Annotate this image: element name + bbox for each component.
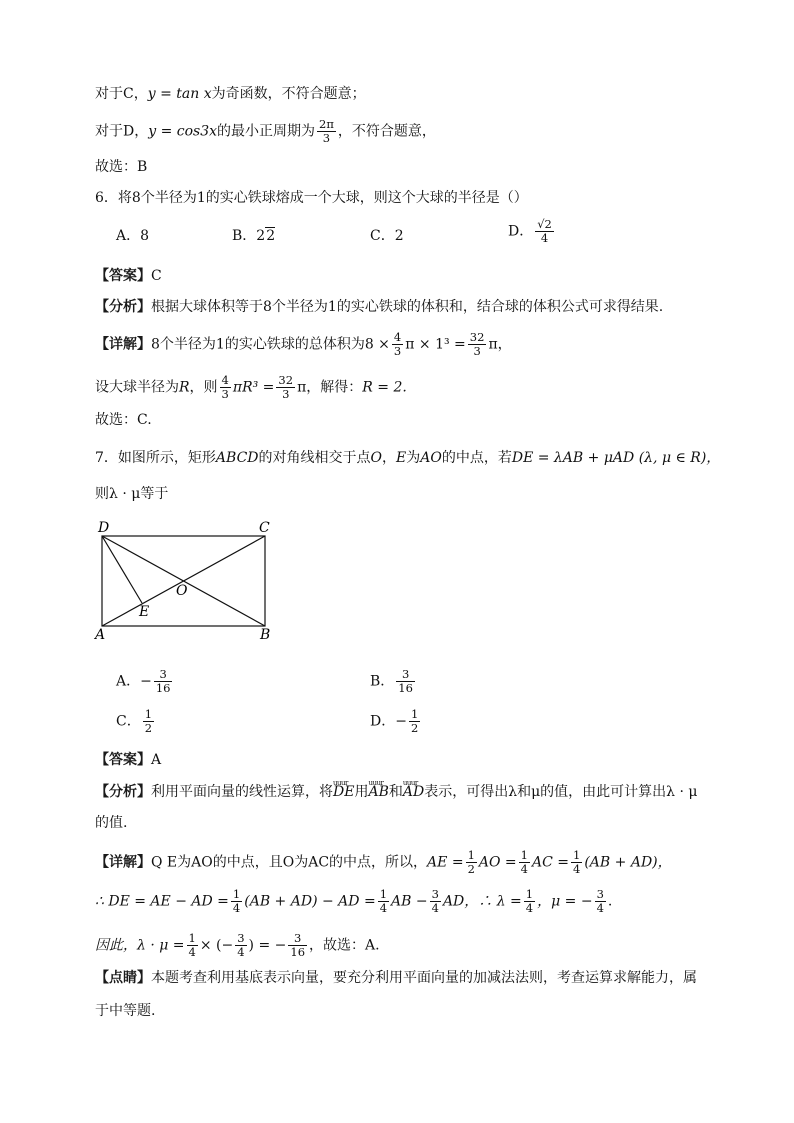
q7-option-d: D．− $\frac{1}{2}$ (370, 707, 419, 735)
label-a: A (95, 627, 106, 643)
q6-detail-2: 设大球半径为R，则 $\frac{4}{3}$ πR³ = $\frac{32}{3}$ π，解得：R = 2. (95, 373, 407, 401)
label-e: E (139, 604, 150, 620)
q7-detail: 【详解】Q E为AO的中点，且O为AC的中点，所以，AE = $\frac{1}{2}$ AO = $\frac{1}{4}$ AC = $\frac{1}{4}$ (AB + AD)， (95, 848, 672, 876)
q7-option-c: C． $\frac{1}{2}$ (116, 707, 153, 735)
line-option-c: 对于C，y = tan x为奇函数，不符合题意； (95, 86, 366, 102)
q7-detail-2: ∴ DE = AE − AD = $\frac{1}{4}$ (AB + AD) − AD = $\frac{1}{4}$ AB − $\frac{3}{4}$ AD，∴ λ = $\frac{1}{4}$ ，μ = − $\frac{3}{4}$ . (95, 887, 613, 915)
q7-comment-2: 于中等题. (95, 1003, 156, 1019)
q7-stem-2: 则λ · μ等于 (95, 486, 169, 502)
label-d: D (98, 520, 110, 536)
q6-detail: 【详解】8个半径为1的实心铁球的总体积为8 × $\frac{4}{3}$ π × 1³ = $\frac{32}{3}$ π， (95, 330, 512, 358)
q6-choice: 故选：C. (95, 412, 152, 428)
q7-analysis: 【分析】利用平面向量的线性运算，将uuur DE用uuur AB和uuur AD表示，可得出λ和μ的值，由此可计算出λ · μ (95, 782, 698, 802)
q7-answer: 【答案】A (95, 752, 162, 768)
q7-option-b: B． $\frac{3}{16}$ (370, 667, 413, 695)
rectangle-figure (90, 515, 280, 645)
q6-analysis: 【分析】根据大球体积等于8个半径为1的实心铁球的体积和，结合球的体积公式可求得结果. (95, 299, 664, 315)
label-c: C (259, 520, 270, 536)
q6-option-b: B．22 (232, 228, 276, 244)
segment-de (102, 536, 142, 603)
q6-option-d: D． $\frac{√2}{4}$ (508, 217, 552, 245)
q7-detail-3: 因此，λ · μ = $\frac{1}{4}$ × (− $\frac{3}{4}$ ) = − $\frac{3}{16}$ ，故选：A. (95, 931, 380, 959)
q6-answer: 【答案】C (95, 268, 162, 284)
label-o: O (176, 583, 188, 599)
line-option-d: 对于D，y = cos3x的最小正周期为 $\frac{2\pi}{3}$ ，不符合题意， (95, 117, 436, 145)
q7-analysis-2: 的值. (95, 815, 128, 831)
q6-option-c: C．2 (370, 228, 404, 244)
q7-option-a: A．− $\frac{3}{16}$ (116, 667, 171, 695)
q7-stem: 7．如图所示，矩形ABCD的对角线相交于点O，E为AO的中点，若DE = λAB + μAD (λ, μ ∈ R)， (95, 450, 721, 466)
q6-option-a: A．8 (116, 228, 150, 244)
q6-stem: 6．将8个半径为1的实心铁球熔成一个大球，则这个大球的半径是（） (95, 190, 528, 206)
label-b: B (260, 627, 271, 643)
q7-comment: 【点睛】本题考查利用基底表示向量，要充分利用平面向量的加减法法则，考查运算求解能力，属 (95, 970, 697, 986)
q5-choice: 故选：B (95, 159, 148, 175)
